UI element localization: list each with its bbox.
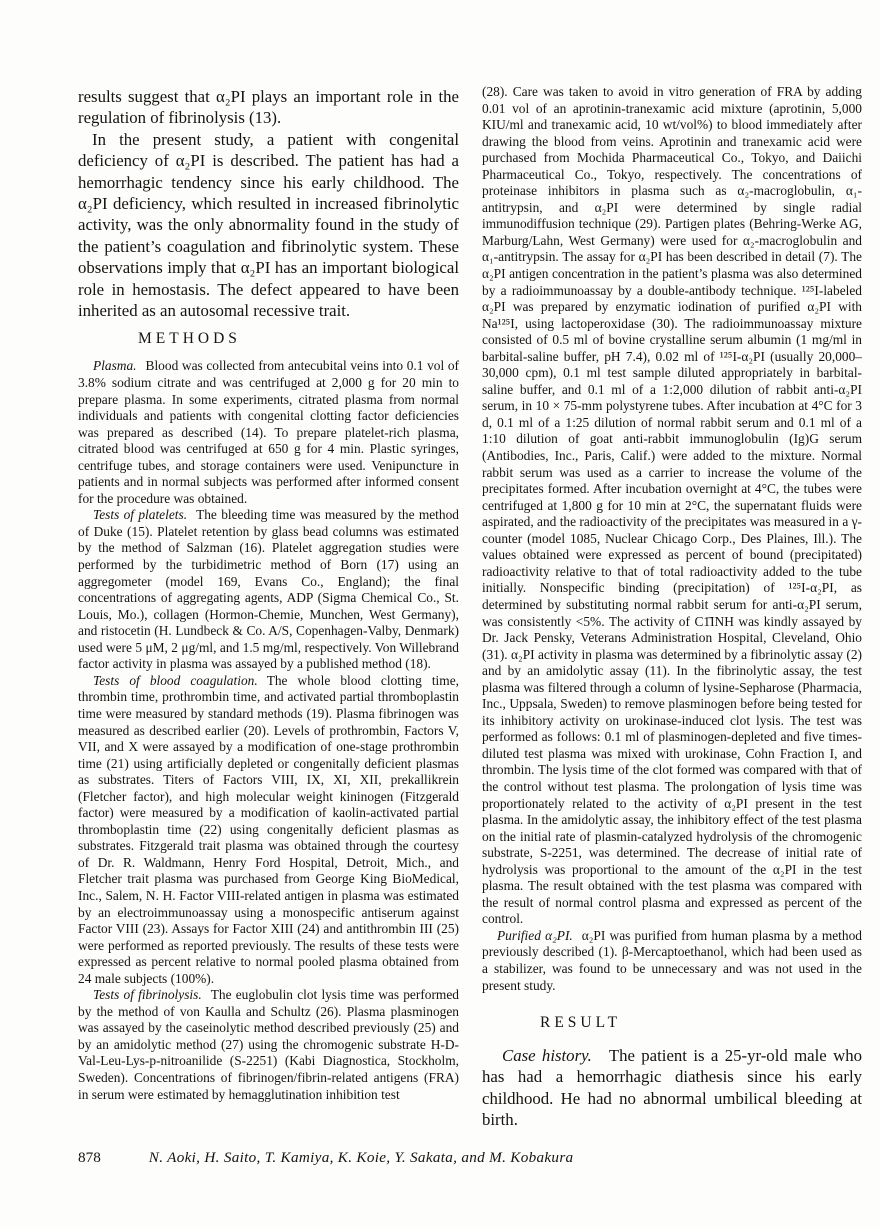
page-number: 878 <box>78 1149 101 1166</box>
paragraph-text: Blood was collected from antecubital veins into 0.1 vol of 3.8% sodium citrate and was centrifuged at 2,000 g for 20 min to prepare plasma. In some experiments, citrated plasma from normal individuals and patients with congenital clotting factor deficiencies was prepared as described (14). To prepare platelet-rich plasma, citrated blood was centrifuged at 650 g for 4 min. Plastic syringes, centrifuge tubes, and storage containers were used. Venipuncture in patients and in normal subjects was performed after informed consent for the procedure was obtained. <box>78 358 459 506</box>
paragraph-lead: Purified α₂PI. <box>497 927 573 943</box>
methods-paragraph <box>78 358 459 507</box>
paragraph-lead: Tests of blood coagulation. <box>93 672 258 688</box>
case-history-paragraph <box>482 1045 862 1131</box>
left-column <box>78 86 459 1103</box>
paragraph-text: α₂PI was purified from human plasma by a method previously described (1). β-Mercaptoethanol, which had been used as a stabilizer, was found to be unnecessary and was not used in the present study. <box>482 927 862 993</box>
result-heading: RESULT <box>540 1014 622 1032</box>
methods-paragraph <box>78 507 459 672</box>
paragraph-lead: Plasma. <box>93 358 137 374</box>
intro-paragraph: results suggest that α₂PI plays an important role in the regulation of fibrinolysis (13). <box>78 87 459 128</box>
paragraph-text: The euglobulin clot lysis time was performed by the method of von Kaulla and Schultz (26). Plasma plasminogen was assayed by the caseinolytic method described previously (25) and by an amidolytic method (27) using the chromogenic substrate H-D-Val-Leu-Lys-p-nitroanilide (S-2251) (Kabi Diagnostica, Stockholm, Sweden). Concentrations of fibrinogen/fibrin-related antigens (FRA) in serum were estimated by hemagglutination inhibition test <box>78 987 459 1102</box>
methods-paragraph <box>482 928 862 994</box>
paragraph-text: The patient is a 25-yr-old male who has had a hemorrhagic diathesis since his early childhood. He had no abnormal umbilical bleeding at birth. <box>482 1046 862 1130</box>
right-column <box>482 84 862 1131</box>
paragraph-text: The bleeding time was measured by the method of Duke (15). Platelet retention by glass bead columns was estimated by the method of Salzman (16). Platelet aggregation studies were performed by the turbidimetric method of Born (17) using an aggregometer (model 169, Evans Co., England); the final concentrations of aggregating agents, ADP (Sigma Chemical Co., St. Louis, Mo.), collagen (Hormon-Chemie, Munchen, West Germany), and ristocetin (H. Lundbeck & Co. A/S, Copenhagen-Valby, Denmark) used were 5 μM, 2 μg/ml, and 1.5 mg/ml, respectively. Von Willebrand factor activity in plasma was assayed by a published method (18). <box>78 507 459 672</box>
intro-paragraph: In the present study, a patient with congenital deficiency of α₂PI is described. The patient has had a hemorrhagic tendency since his early childhood. The α₂PI deficiency, which resulted in increased fibrinolytic activity, was the only abnormality found in the study of the patient’s coagulation and fibrinolytic system. These observations imply that α₂PI has an important biological role in hemostasis. The defect appeared to have been inherited as an autosomal recessive trait. <box>78 129 459 321</box>
footer-authors: N. Aoki, H. Saito, T. Kamiya, K. Koie, Y. Sakata, and M. Kobakura <box>148 1149 574 1166</box>
methods-heading: METHODS <box>138 330 241 348</box>
page-footer <box>78 1149 798 1167</box>
methods-section <box>78 358 459 1103</box>
paragraph-text: The whole blood clotting time, thrombin time, prothrombin time, and activated partial thromboplastin time were measured by standard methods (19). Plasma fibrinogen was measured as described earlier (20). Levels of prothrombin, Factors V, VII, and X were assayed by a modification of one-stage prothrombin time (21) using artificially depleted or congenitally deficient plasmas as substrates. Titers of Factors VIII, IX, XI, XII, prekallikrein (Fletcher factor), and high molecular weight kininogen (Fitzgerald factor) were measured by a modification of kaolin-activated partial thromboplastin time (22) using congenitally deficient plasmas as substrates. Fitzgerald trait plasma was obtained through the courtesy of Dr. R. Waldmann, Henry Ford Hospital, Detroit, Mich., and Fletcher trait plasma was purchased from George King BioMedical, Inc., Salem, N. H. Factor VIII-related antigen in plasma was estimated by an electroimmunoassay using a monospecific antiserum against Factor VIII (23). Assays for Factor XIII (24) and antithrombin III (25) were performed as reported previously. The results of these tests were expressed as percent relative to normal pooled plasma obtained from 24 male subjects (100%). <box>78 672 459 986</box>
methods-paragraph <box>78 673 459 987</box>
methods-paragraph <box>78 987 459 1103</box>
methods-section-continued <box>482 84 862 994</box>
methods-continuation-paragraph: (28). Care was taken to avoid in vitro generation of FRA by adding 0.01 vol of an aprotinin-tranexamic acid mixture (aprotinin, 5,000 KIU/ml and tranexamic acid, 10 wt/vol%) to blood immediately after drawing the blood from veins. Aprotinin and tranexamic acid were purchased from Mochida Pharmaceutical Co., Tokyo, and Daiichi Pharmaceutical Co., Tokyo, respectively. The concentrations of proteinase inhibitors in plasma such as α₂-macroglobulin, α₁-antitrypsin, and α₂PI were determined by single radial immunodiffusion technique (29). Partigen plates (Behring-Werke AG, Marburg/Lahn, West Germany) were used for α₂-macroglobulin and α₁-antitrypsin. The assay for α₂PI has been described in detail (7). The α₂PI antigen concentration in the patient’s plasma was also determined by a radioimmunoassay by a double-antibody technique. ¹²⁵I-labeled α₂PI was prepared by enzymatic iodination of purified α₂PI with Na¹²⁵I, using lactoperoxidase (30). The radioimmunoassay mixture consisted of 0.5 ml of bovine crystalline serum albumin (1 mg/ml in barbital-saline buffer, pH 7.4), 0.02 ml of ¹²⁵I-α₂PI (usually 20,000–30,000 cpm), 0.1 ml test sample diluted appropriately in barbital-saline buffer, and 0.1 ml of a 1:2,000 dilution of rabbit anti-α₂PI serum, in 10 × 75-mm polystyrene tubes. After incubation at 4°C for 3 d, 0.1 ml of a 1:25 dilution of normal rabbit serum and 0.1 ml of a 1:10 dilution of goat anti-rabbit immunoglobulin (Ig)G serum (Antibodies, Inc., Paris, Calif.) were added to the mixture. Normal rabbit serum was used as a carrier to increase the volume of the precipitates formed. After incubation overnight at 4°C, the tubes were centrifuged at 1,800 g for 10 min at 2°C, the supernatant fluids were aspirated, and the radioactivity of the precipitates was measured in a γ-counter (model 1085, Nuclear Chicago Corp., Des Plaines, Ill.). The values obtained were expressed as percent of bound (precipitated) radioactivity relative to that of total radioactivity added to the tube initially. Nonspecific binding (precipitation) of ¹²⁵I-α₂PI, as determined by substituting normal rabbit serum for anti-α₂PI serum, was consistently <5%. The activity of C1̄INH was kindly assayed by Dr. Jack Pensky, Veterans Administration Hospital, Cleveland, Ohio (31). α₂PI activity in plasma was determined by a fibrinolytic assay (2) and by an amidolytic assay (11). In the fibrinolytic assay, the test plasma was filtered through a column of lysine-Sepharose (Pharmacia, Inc., Uppsala, Sweden) to remove plasminogen before being tested for its inhibitory activity on urokinase-induced clot lysis. The test was performed as follows: 0.1 ml of plasminogen-depleted and five times-diluted test plasma was mixed with urokinase, Cohn Fraction I, and thrombin. The lysis time of the clot formed was compared with that of the control without test plasma. The prolongation of lysis time was proportionately related to the activity of α₂PI present in the test plasma. In the amidolytic assay, the inhibitory effect of the test plasma on the initial rate of plasmin-catalyzed hydrolysis of the chromogenic substrate, S-2251, was determined. The decrease of initial rate of hydrolysis was proportional to the amount of the α₂PI in the test plasma. The result obtained with the test plasma was compared with the result of normal control plasma and expressed as percent of the control. <box>482 84 862 927</box>
paragraph-lead: Tests of fibrinolysis. <box>93 987 202 1003</box>
intro-section <box>78 86 459 321</box>
paragraph-lead: Tests of platelets. <box>93 507 188 523</box>
paragraph-lead: Case history. <box>502 1046 592 1066</box>
